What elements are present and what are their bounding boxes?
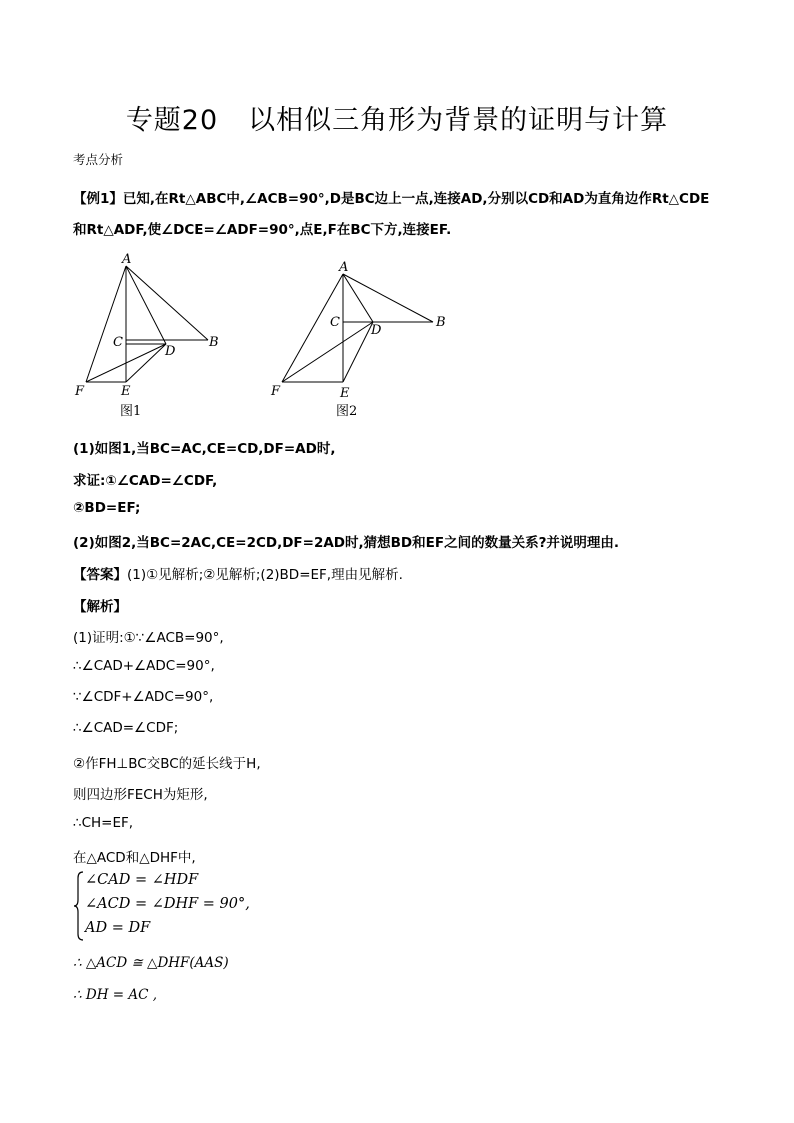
analysis-label: 【解析】 <box>73 599 127 615</box>
figure-2 <box>282 274 433 382</box>
system-row-2: ∠ACD = ∠DHF = 90°, <box>85 896 250 912</box>
conclusion-congruence: ∴ △ACD ≅ △DHF(AAS) <box>73 955 229 971</box>
fig1-caption: 图1 <box>120 404 142 419</box>
question-2: (2)如图2,当BC=2AC,CE=2CD,DF=2AD时,猜想BD和EF之间的数量关系?并说明理由. <box>73 535 620 551</box>
fig1-label-f: F <box>75 384 85 399</box>
fig2-label-d: D <box>371 323 382 338</box>
fig2-caption: 图2 <box>336 404 358 419</box>
system-row-3: AD = DF <box>85 920 151 936</box>
fig1-label-c: C <box>113 335 123 350</box>
fig1-label-a: A <box>122 252 132 267</box>
analysis-step-5: ②作FH⊥BC交BC的延长线于H, <box>73 756 261 772</box>
title-topic-name: 以相似三角形为背景的证明与计算 <box>248 105 669 136</box>
analysis-step-6: 则四边形FECH为矩形, <box>73 787 208 803</box>
analysis-step-8: 在△ACD和△DHF中, <box>73 850 196 866</box>
answer-text: (1)①见解析;②见解析;(2)BD=EF,理由见解析. <box>127 567 403 583</box>
analysis-step-4: ∴∠CAD=∠CDF; <box>73 720 179 736</box>
answer-label: 【答案】 <box>73 567 127 583</box>
figure-1 <box>86 266 208 382</box>
fig1-label-b: B <box>209 335 219 350</box>
question-1-prove: 求证:①∠CAD=∠CDF, <box>73 473 218 489</box>
analysis-step-1: (1)证明:①∵∠ACB=90°, <box>73 630 224 646</box>
page-title <box>0 98 794 137</box>
analysis-step-2: ∴∠CAD+∠ADC=90°, <box>73 658 215 674</box>
fig1-label-d: D <box>165 344 176 359</box>
section-label: 考点分析 <box>73 152 124 167</box>
conclusion-dh-ac: ∴ DH = AC , <box>73 987 158 1003</box>
question-1: (1)如图1,当BC=AC,CE=CD,DF=AD时, <box>73 441 336 457</box>
fig1-label-e: E <box>121 384 131 399</box>
equation-system <box>73 870 273 942</box>
left-brace <box>73 870 85 942</box>
system-row-1: ∠CAD = ∠HDF <box>85 872 199 888</box>
answer-line <box>73 563 403 583</box>
example-line-2: 和Rt△ADF,使∠DCE=∠ADF=90°,点E,F在BC下方,连接EF. <box>73 222 452 238</box>
fig2-label-f: F <box>271 384 281 399</box>
question-1-part-b: ②BD=EF; <box>73 500 141 516</box>
title-topic-number: 专题20 <box>125 105 219 136</box>
example-line-1: 【例1】已知,在Rt△ABC中,∠ACB=90°,D是BC边上一点,连接AD,分别以CD和AD为直角边作Rt△CDE <box>73 191 710 207</box>
analysis-step-3: ∵∠CDF+∠ADC=90°, <box>73 689 214 705</box>
fig2-label-e: E <box>340 386 350 401</box>
geometry-figures <box>70 252 490 427</box>
fig2-label-a: A <box>339 260 349 275</box>
analysis-step-7: ∴CH=EF, <box>73 815 134 831</box>
fig2-label-c: C <box>330 315 340 330</box>
fig2-label-b: B <box>436 315 446 330</box>
